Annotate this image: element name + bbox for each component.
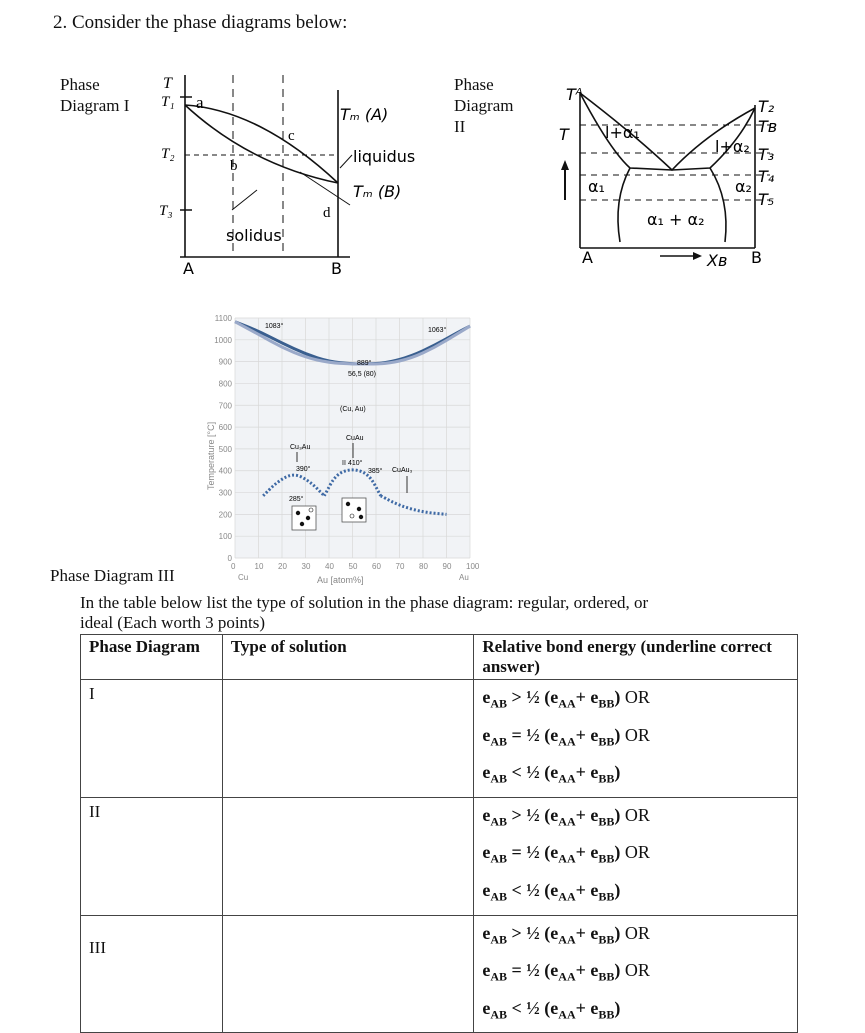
- pd2-t5-label: T₅: [758, 190, 775, 209]
- half-symbol: ½: [526, 804, 540, 825]
- half-symbol: ½: [526, 724, 540, 745]
- pd1-axis-b: B: [331, 259, 342, 278]
- pd3-ann-cuau: CuAu: [346, 435, 364, 442]
- question-text: Consider the phase diagrams below:: [72, 12, 348, 33]
- pd3-ann-solid-solution: (Cu, Au): [340, 406, 366, 413]
- bond-energy-options-iii: [474, 915, 798, 1033]
- e-symbol: e: [550, 804, 559, 825]
- pd3-y-tick-label: 400: [218, 466, 232, 476]
- e-symbol: e: [590, 687, 599, 707]
- half-symbol: ½: [526, 922, 540, 943]
- header-phase-diagram: Phase Diagram: [81, 635, 223, 680]
- pd1-t-label: T: [163, 75, 172, 92]
- pd1-solidus-curve: [185, 105, 338, 183]
- subscript-bb: BB: [598, 889, 615, 904]
- e-symbol: e: [482, 762, 491, 783]
- pd3-x-end-cu: Cu: [238, 573, 249, 582]
- pd3-ann-889: 889°: [357, 360, 372, 367]
- half-symbol: ½: [526, 997, 540, 1018]
- instructions-line2: ideal (Each worth 3 points): [80, 613, 266, 632]
- pd1-point-b: b: [230, 158, 238, 174]
- pd2-l-a2-label: l+α₂: [715, 137, 750, 156]
- pd3-x-tick-label: 100: [466, 562, 480, 571]
- pd3-x-tick-label: 0: [231, 562, 236, 571]
- answer-table: [80, 634, 798, 1033]
- pd1-axis-a: A: [183, 259, 194, 278]
- subscript-ab: AB: [490, 696, 508, 711]
- pd3-x-end-au: Au: [459, 573, 469, 582]
- pd2-axis-a: A: [582, 248, 593, 267]
- diagram2-label-line1: Phase: [454, 75, 494, 94]
- subscript-ab: AB: [490, 814, 508, 829]
- table-row: [81, 680, 798, 798]
- pd2-t4-label: T₄: [758, 167, 775, 186]
- bond-energy-option[interactable]: $e_{AB}$ < ½ $(e_{AA}+ e_{BB})$: [482, 762, 621, 786]
- diagram2-label-line3: II: [454, 117, 466, 136]
- pd2-xb-arrow-head: [693, 252, 702, 260]
- pd3-x-tick-label: 40: [325, 562, 334, 571]
- pd1-solidus-pointer: [232, 190, 257, 210]
- e-symbol: e: [550, 762, 559, 783]
- pd1-point-d: d: [323, 205, 331, 221]
- pd3-x-tick-label: 90: [442, 562, 452, 571]
- pd1-t2-label: T₂: [161, 146, 175, 162]
- diagram2-label-line2: Diagram: [454, 96, 514, 115]
- pd3-ann-cuau3: CuAu₃: [392, 467, 413, 474]
- question-title: [53, 12, 347, 34]
- bond-energy-option[interactable]: $e_{AB}$ > ½ $(e_{AA}+ e_{BB})$ OR: [482, 804, 650, 829]
- pd2-tb-label: Tʙ: [758, 117, 778, 136]
- phase-diagram-1: [140, 70, 450, 285]
- bond-energy-option[interactable]: $e_{AB}$ = ½ $(e_{AA}+ e_{BB})$ OR: [482, 960, 650, 984]
- pd1-point-c: c: [288, 128, 295, 144]
- pd2-t2-label: T₂: [758, 97, 775, 116]
- pd3-ann-1083-cu: 1083°: [265, 323, 284, 330]
- half-symbol: ½: [526, 842, 540, 863]
- pd3-ann-410: 410°: [348, 460, 363, 467]
- diagram1-label-line2: Diagram I: [60, 96, 130, 115]
- half-symbol: ½: [526, 687, 540, 707]
- subscript-aa: AA: [558, 969, 576, 984]
- subscript-ab: AB: [490, 889, 508, 904]
- e-symbol: e: [590, 879, 599, 900]
- e-symbol: e: [482, 724, 491, 745]
- subscript-aa: AA: [558, 696, 576, 711]
- pd3-y-tick-label: 900: [218, 357, 232, 367]
- pd2-solvus-right: [710, 168, 726, 242]
- pd1-solidus-label: solidus: [226, 226, 282, 245]
- e-symbol: e: [482, 687, 491, 707]
- bond-energy-options-i: [474, 680, 798, 798]
- pd1-liquidus-pointer: [340, 155, 352, 168]
- e-symbol: e: [550, 842, 559, 863]
- pd2-a1a2-label: α₁ + α₂: [647, 210, 705, 229]
- half-symbol: ½: [526, 762, 540, 783]
- e-symbol: e: [550, 997, 559, 1018]
- pd3-x-tick-label: 30: [301, 562, 311, 571]
- header-type-of-solution: Type of solution: [222, 635, 474, 680]
- type-of-solution-cell-ii[interactable]: [222, 797, 474, 915]
- e-symbol: e: [482, 997, 491, 1018]
- e-symbol: e: [590, 804, 599, 825]
- pd2-a2-label: α₂: [735, 177, 752, 196]
- pd1-liquidus-curve: [185, 105, 338, 183]
- e-symbol: e: [482, 804, 491, 825]
- subscript-bb: BB: [598, 814, 615, 829]
- subscript-ab: AB: [490, 932, 508, 947]
- pd3-crystal-icon-cu3au: [292, 506, 316, 530]
- subscript-bb: BB: [598, 1007, 615, 1022]
- pd3-ann-1063-au: 1063°: [428, 327, 447, 334]
- subscript-aa: AA: [558, 734, 576, 749]
- pd3-ylabel: Temperature [°C]: [206, 421, 216, 490]
- bond-energy-option[interactable]: $e_{AB}$ < ½ $(e_{AA}+ e_{BB})$: [482, 997, 621, 1022]
- e-symbol: e: [590, 724, 599, 745]
- e-symbol: e: [550, 879, 559, 900]
- e-symbol: e: [482, 960, 491, 981]
- pd3-y-tick-label: 800: [218, 379, 232, 389]
- pd2-l-a1-label: l+α₁: [605, 123, 640, 142]
- table-row: [81, 915, 798, 1033]
- subscript-bb: BB: [598, 932, 615, 947]
- pd3-crystal-icon-cuau: [342, 498, 366, 522]
- pd3-ann-cu3au: Cu₃Au: [290, 444, 311, 451]
- pd2-t-axis-label: T: [559, 125, 569, 144]
- pd3-y-tick-label: 700: [218, 401, 232, 411]
- subscript-aa: AA: [558, 814, 576, 829]
- e-symbol: e: [482, 922, 491, 943]
- pd2-a1-label: α₁: [588, 177, 605, 196]
- e-symbol: e: [590, 997, 599, 1018]
- subscript-bb: BB: [598, 771, 615, 786]
- pd3-y-tick-label: 100: [218, 532, 232, 542]
- e-symbol: e: [550, 922, 559, 943]
- subscript-bb: BB: [598, 734, 615, 749]
- subscript-bb: BB: [598, 969, 615, 984]
- subscript-aa: AA: [558, 932, 576, 947]
- pd1-tmb-pointer: [300, 172, 350, 205]
- e-symbol: e: [550, 724, 559, 745]
- bond-energy-option[interactable]: $e_{AB}$ > ½ $(e_{AA}+ e_{BB})$ OR: [482, 922, 650, 947]
- subscript-ab: AB: [490, 771, 508, 786]
- pd3-ann-min-comp: 56,5 (80): [348, 371, 377, 378]
- pd3-x-tick-label: 20: [278, 562, 287, 571]
- subscript-aa: AA: [558, 851, 576, 866]
- pd3-x-tick-label: 10: [254, 562, 264, 571]
- or-word: OR: [624, 922, 650, 943]
- pd2-axis-b: B: [751, 248, 762, 267]
- pd2-xb-label: Xʙ: [707, 251, 728, 270]
- pd2-solvus-left: [618, 168, 630, 242]
- subscript-aa: AA: [558, 889, 576, 904]
- subscript-bb: BB: [598, 851, 615, 866]
- half-symbol: ½: [526, 879, 540, 900]
- pd3-y-tick-label: 1000: [214, 335, 232, 345]
- pd3-y-tick-label: 200: [218, 510, 232, 520]
- instructions-line1: In the table below list the type of solution in the phase diagram: regular, ordered, or: [80, 593, 649, 612]
- pd3-x-tick-label: 50: [348, 562, 358, 571]
- pd3-y-tick-label: 0: [227, 554, 232, 563]
- type-of-solution-cell-i[interactable]: [222, 680, 474, 798]
- half-symbol: ½: [526, 960, 540, 981]
- subscript-ab: AB: [490, 734, 508, 749]
- row-label-ii: II: [81, 797, 223, 915]
- type-of-solution-cell-iii[interactable]: [222, 915, 474, 1033]
- pd3-x-tick-label: 80: [419, 562, 428, 571]
- phase-diagram-2: [555, 80, 855, 270]
- header-bond-energy: Relative bond energy (underline correct answer): [474, 635, 798, 680]
- bond-energy-option[interactable]: $e_{AB}$ = ½ $(e_{AA}+ e_{BB})$ OR: [482, 842, 650, 866]
- pd1-tma-label: Tₘ (A): [340, 105, 389, 124]
- phase-diagram-3-chart: [205, 310, 480, 585]
- subscript-ab: AB: [490, 851, 508, 866]
- question-number: 2.: [53, 12, 68, 33]
- diagram2-label: [454, 74, 513, 137]
- subscript-aa: AA: [558, 771, 576, 786]
- or-word: OR: [624, 687, 650, 707]
- row-label-iii: III: [81, 915, 223, 1033]
- subscript-ab: AB: [490, 1007, 508, 1022]
- or-word: OR: [624, 960, 650, 981]
- pd3-y-tick-label: 1100: [214, 314, 232, 323]
- pd3-y-tick-label: 300: [218, 488, 232, 498]
- pd1-point-a: a: [196, 93, 204, 112]
- pd1-liquidus-label: liquidus: [353, 147, 416, 166]
- bond-energy-option[interactable]: $e_{AB}$ > ½ $(e_{AA}+ e_{BB})$ OR: [482, 687, 650, 711]
- e-symbol: e: [590, 762, 599, 783]
- pd3-x-tick-label: 60: [372, 562, 381, 571]
- table-header-row: [81, 635, 798, 680]
- pd3-ann-285: 285°: [289, 496, 304, 503]
- pd3-y-tick-label: 600: [218, 423, 232, 433]
- row-label-i: I: [81, 680, 223, 798]
- pd3-ann-390: 390°: [296, 466, 311, 473]
- pd2-t3-label: T₃: [758, 145, 775, 164]
- e-symbol: e: [590, 960, 599, 981]
- pd1-tmb-label: Tₘ (B): [353, 182, 402, 201]
- pd1-t1-label: T₁: [161, 94, 175, 110]
- pd1-t3-label: T₃: [159, 203, 173, 219]
- bond-energy-option[interactable]: $e_{AB}$ = ½ $(e_{AA}+ e_{BB})$ OR: [482, 724, 650, 749]
- e-symbol: e: [550, 687, 559, 707]
- subscript-bb: BB: [598, 696, 615, 711]
- subscript-ab: AB: [490, 969, 508, 984]
- instructions: [80, 593, 800, 633]
- bond-energy-option[interactable]: $e_{AB}$ < ½ $(e_{AA}+ e_{BB})$: [482, 879, 621, 904]
- pd3-x-tick-label: 70: [395, 562, 405, 571]
- e-symbol: e: [590, 842, 599, 863]
- pd3-y-tick-label: 500: [218, 444, 232, 454]
- or-word: OR: [624, 804, 650, 825]
- pd3-ann-phase-marks: II: [342, 460, 346, 467]
- e-symbol: e: [590, 922, 599, 943]
- pd3-ann-385: 385°: [368, 468, 383, 475]
- e-symbol: e: [550, 960, 559, 981]
- pd2-ta-label: Tᴬ: [566, 85, 583, 104]
- pd3-xlabel: Au [atom%]: [317, 575, 364, 585]
- pd3-caption: Phase Diagram III: [50, 566, 175, 585]
- diagram1-label: [60, 74, 129, 116]
- e-symbol: e: [482, 842, 491, 863]
- bond-energy-options-ii: [474, 797, 798, 915]
- pd2-t-arrow-head: [561, 160, 569, 170]
- or-word: OR: [624, 724, 650, 745]
- e-symbol: e: [482, 879, 491, 900]
- diagram1-label-line1: Phase: [60, 75, 100, 94]
- or-word: OR: [624, 842, 650, 863]
- subscript-aa: AA: [558, 1007, 576, 1022]
- table-row: [81, 797, 798, 915]
